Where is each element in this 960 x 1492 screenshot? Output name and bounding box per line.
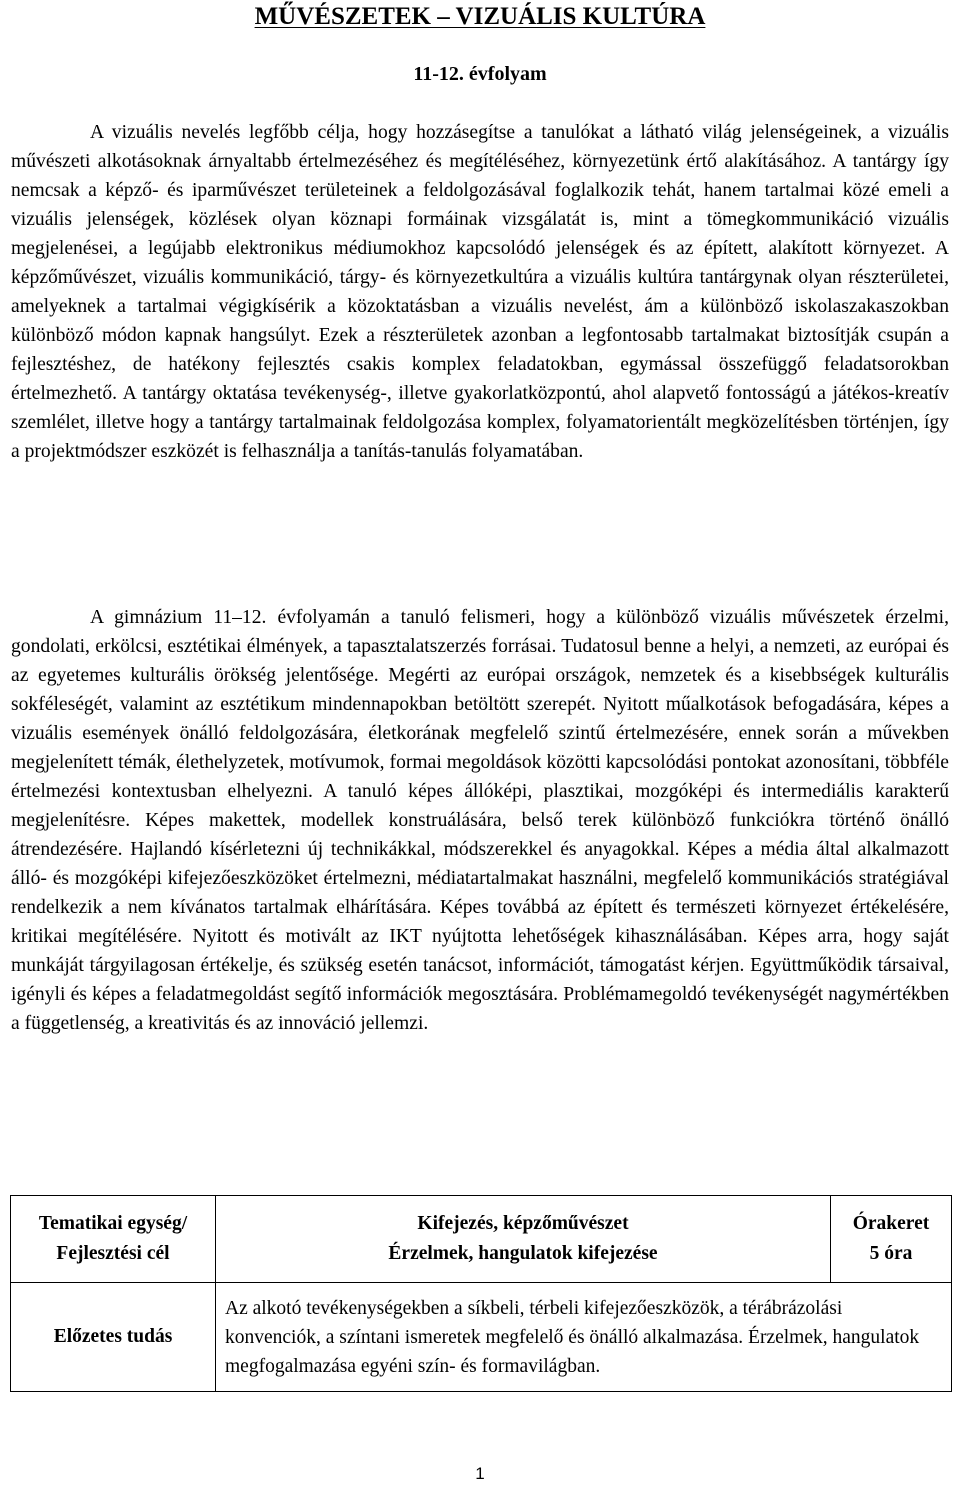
hours-label: Órakeret [852,1213,930,1234]
unit-title-cell [216,1196,831,1283]
outcomes-paragraph: A gimnázium 11–12. évfolyamán a tanuló felismeri, hogy a különböző vizuális művészetek érzelmi, gondolati, erkölcsi, esztétikai élmények, a tapasztalatszerzés forrásai. Tudatosul benne a helyi, a nemzeti, az európai és az egyetemes kulturális örökség jelentősége. Megérti az európai országok, nemzetek és a kisebbségek kulturális sokféleségét, valamint az esztétikum mindennapokban betöltött szerepét. Nyitott műalkotások befogadására, képes a vizuális események önálló feldolgozására, életkorának megfelelő szintű értelmezésére, ennek során a művekben megjelenített témák, élethelyzetek, motívumok, formai megoldások közötti kapcsolódási pontokat azonosítani, többféle értelmezési kontextusban elhelyezni. A tanuló képes állóképi, plasztikai, mozgóképi és intermediális karakterű megjelenítésre. Képes makettek, modellek konstruálására, belső terek különböző funkciókra történő önálló átrendezésére. Hajlandó kísérletezni új technikákkal, módszerekkel és anyagokkal. Képes a média által alkalmazott álló- és mozgóképi kifejezőeszközöket értelmezni, médiatartalmakat használni, megfelelő kommunikációs stratégiával rendelkezik a nem kívánatos tartalmak elhárítására. Képes továbbá az épített és természeti környezet értékelésére, kritikai megítélésére. Nyitott és motivált az IKT nyújtotta lehetőségek kihasználásában. Képes arra, hogy saját munkáját tárgyilagosan értékelje, és szükség esetén tanácsot, információt, támogatást kérjen. Együttműködik társaival, igényli és képes a feladatmegoldást segítő információk megosztására. Problémamegoldó tevékenységét nagymértékben a függetlenség, a kreativitás és az innováció jellemzi. [11,607,949,1034]
unit-label-line2: Fejlesztési cél [56,1243,170,1264]
unit-title-line1: Kifejezés, képzőművészet [417,1213,629,1234]
table-row [11,1283,952,1392]
grade-subtitle: 11-12. évfolyam [413,63,547,85]
hours-value: 5 óra [869,1243,913,1264]
page-number: 1 [475,1464,485,1483]
prior-knowledge-label: Előzetes tudás [11,1283,216,1392]
thematic-unit-table [10,1195,952,1392]
unit-label-cell [11,1196,216,1283]
table-header-row [11,1196,952,1283]
intro-paragraph: A vizuális nevelés legfőbb célja, hogy hozzásegítse a tanulókat a látható világ jelenségeinek, a vizuális művészeti alkotásoknak árnyaltabb értelmezéséhez és megítéléséhez, környezetünk értő alakításához. A tantárgy így nemcsak a képző- és iparművészet területeinek a feldolgozásával foglalkozik tehát, hanem tartalmai közé emeli a vizuális jelenségek, közlések olyan köznapi formáinak vizsgálatát is, mint a tömegkommunikáció vizuális megjelenései, a legújabb elektronikus médiumokhoz kapcsolódó jelenségek és az épített, alakított környezet. A képzőművészet, vizuális kommunikáció, tárgy- és környezetkultúra a vizuális kultúra tantárgynak olyan részterületei, amelyeknek a tartalmai végigkísérik a közoktatásban a vizuális nevelést, ám a különböző iskolaszakaszokban különböző módon kapnak hangsúlyt. Ezek a részterületek azonban a legfontosabb tartalmakat biztosítják csupán a fejlesztéshez, de hatékony fejlesztés csakis komplex feladatokban, egymással összefüggő feladatsorokban értelmezhető. A tantárgy oktatása tevékenység-, illetve gyakorlatközpontú, ahol alapvető fontosságú a játékos-kreatív szemlélet, illetve hogy a tantárgy tartalmainak feldolgozása komplex, folyamatorientált megközelítésben történjen, így a projektmódszer eszközét is felhasználja a tanítás-tanulás folyamatában. [11,122,949,462]
unit-title-line2: Érzelmek, hangulatok kifejezése [388,1243,658,1264]
hours-cell [831,1196,952,1283]
document-title: MŰVÉSZETEK – VIZUÁLIS KULTÚRA [254,3,706,30]
prior-knowledge-text: Az alkotó tevékenységekben a síkbeli, térbeli kifejezőeszközök, a térábrázolási konvenciók, a színtani ismeretek megfelelő és önálló alkalmazása. Érzelmek, hangulatok megfogalmazása egyéni szín- és formavilágban. [216,1283,952,1392]
unit-label-line1: Tematikai egység/ [38,1213,188,1234]
